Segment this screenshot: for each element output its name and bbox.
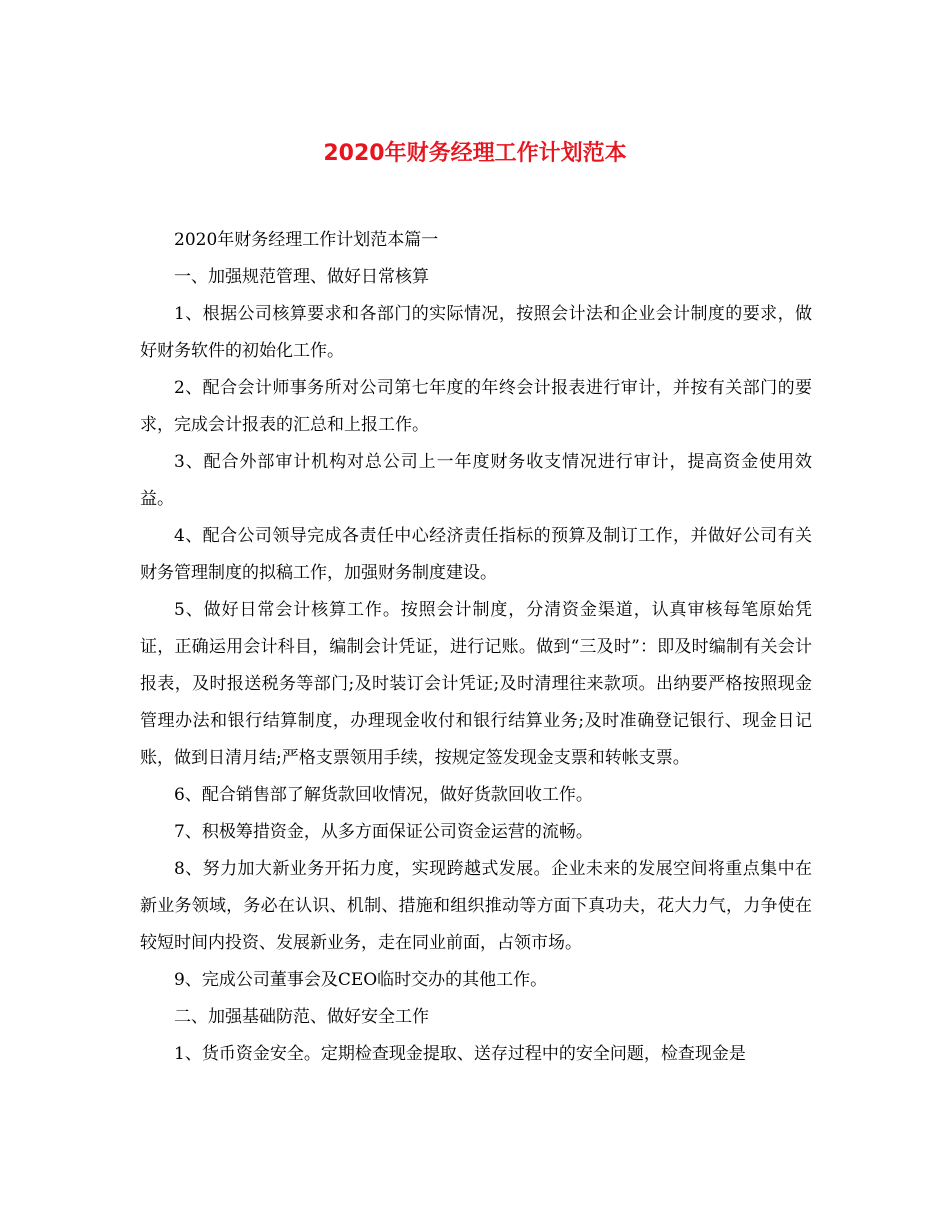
paragraph: 6、配合销售部了解货款回收情况，做好货款回收工作。	[174, 785, 593, 805]
document-title: 2020年财务经理工作计划范本	[323, 141, 627, 166]
paragraph: 4、配合公司领导完成各责任中心经济责任指标的预算及制订工作，并做好公司有关财务管理制度的拟稿工作，加强财务制度建设。	[140, 526, 812, 583]
paragraph: 7、积极筹措资金，从多方面保证公司资金运营的流畅。	[174, 822, 593, 842]
paragraph: 3、配合外部审计机构对总公司上一年度财务收支情况进行审计，提高资金使用效益。	[140, 452, 812, 509]
paragraph: 5、做好日常会计核算工作。按照会计制度，分清资金渠道，认真审核每笔原始凭证，正确运用会计科目，编制会计凭证，进行记账。做到“三及时”：即及时编制有关会计报表，及时报送税务等部门;及时装订会计凭证;及时清理往来款项。出纳要严格按照现金管理办法和银行结算制度，办理现金收付和银行结算业务;及时准确登记银行、现金日记账，做到日清月结;严格支票领用手续，按规定签发现金支票和转帐支票。	[140, 600, 812, 768]
paragraph: 8、努力加大新业务开拓力度，实现跨越式发展。企业未来的发展空间将重点集中在新业务领域，务必在认识、机制、措施和组织推动等方面下真功夫，花大力气，力争使在较短时间内投资、发展新业务，走在同业前面，占领市场。	[140, 859, 812, 953]
paragraph: 9、完成公司董事会及CEO临时交办的其他工作。	[174, 970, 548, 990]
subsection-heading: 一、加强规范管理、做好日常核算	[174, 267, 429, 287]
paragraph: 1、货币资金安全。定期检查现金提取、送存过程中的安全问题，检查现金是	[174, 1044, 746, 1064]
subsection-heading: 二、加强基础防范、做好安全工作	[174, 1007, 429, 1027]
paragraph: 1、根据公司核算要求和各部门的实际情况，按照会计法和企业会计制度的要求，做好财务软件的初始化工作。	[140, 304, 812, 361]
document-body	[140, 222, 812, 1073]
paragraph: 2、配合会计师事务所对公司第七年度的年终会计报表进行审计，并按有关部门的要求，完成会计报表的汇总和上报工作。	[140, 378, 812, 435]
section-heading: 2020年财务经理工作计划范本篇一	[174, 230, 439, 250]
